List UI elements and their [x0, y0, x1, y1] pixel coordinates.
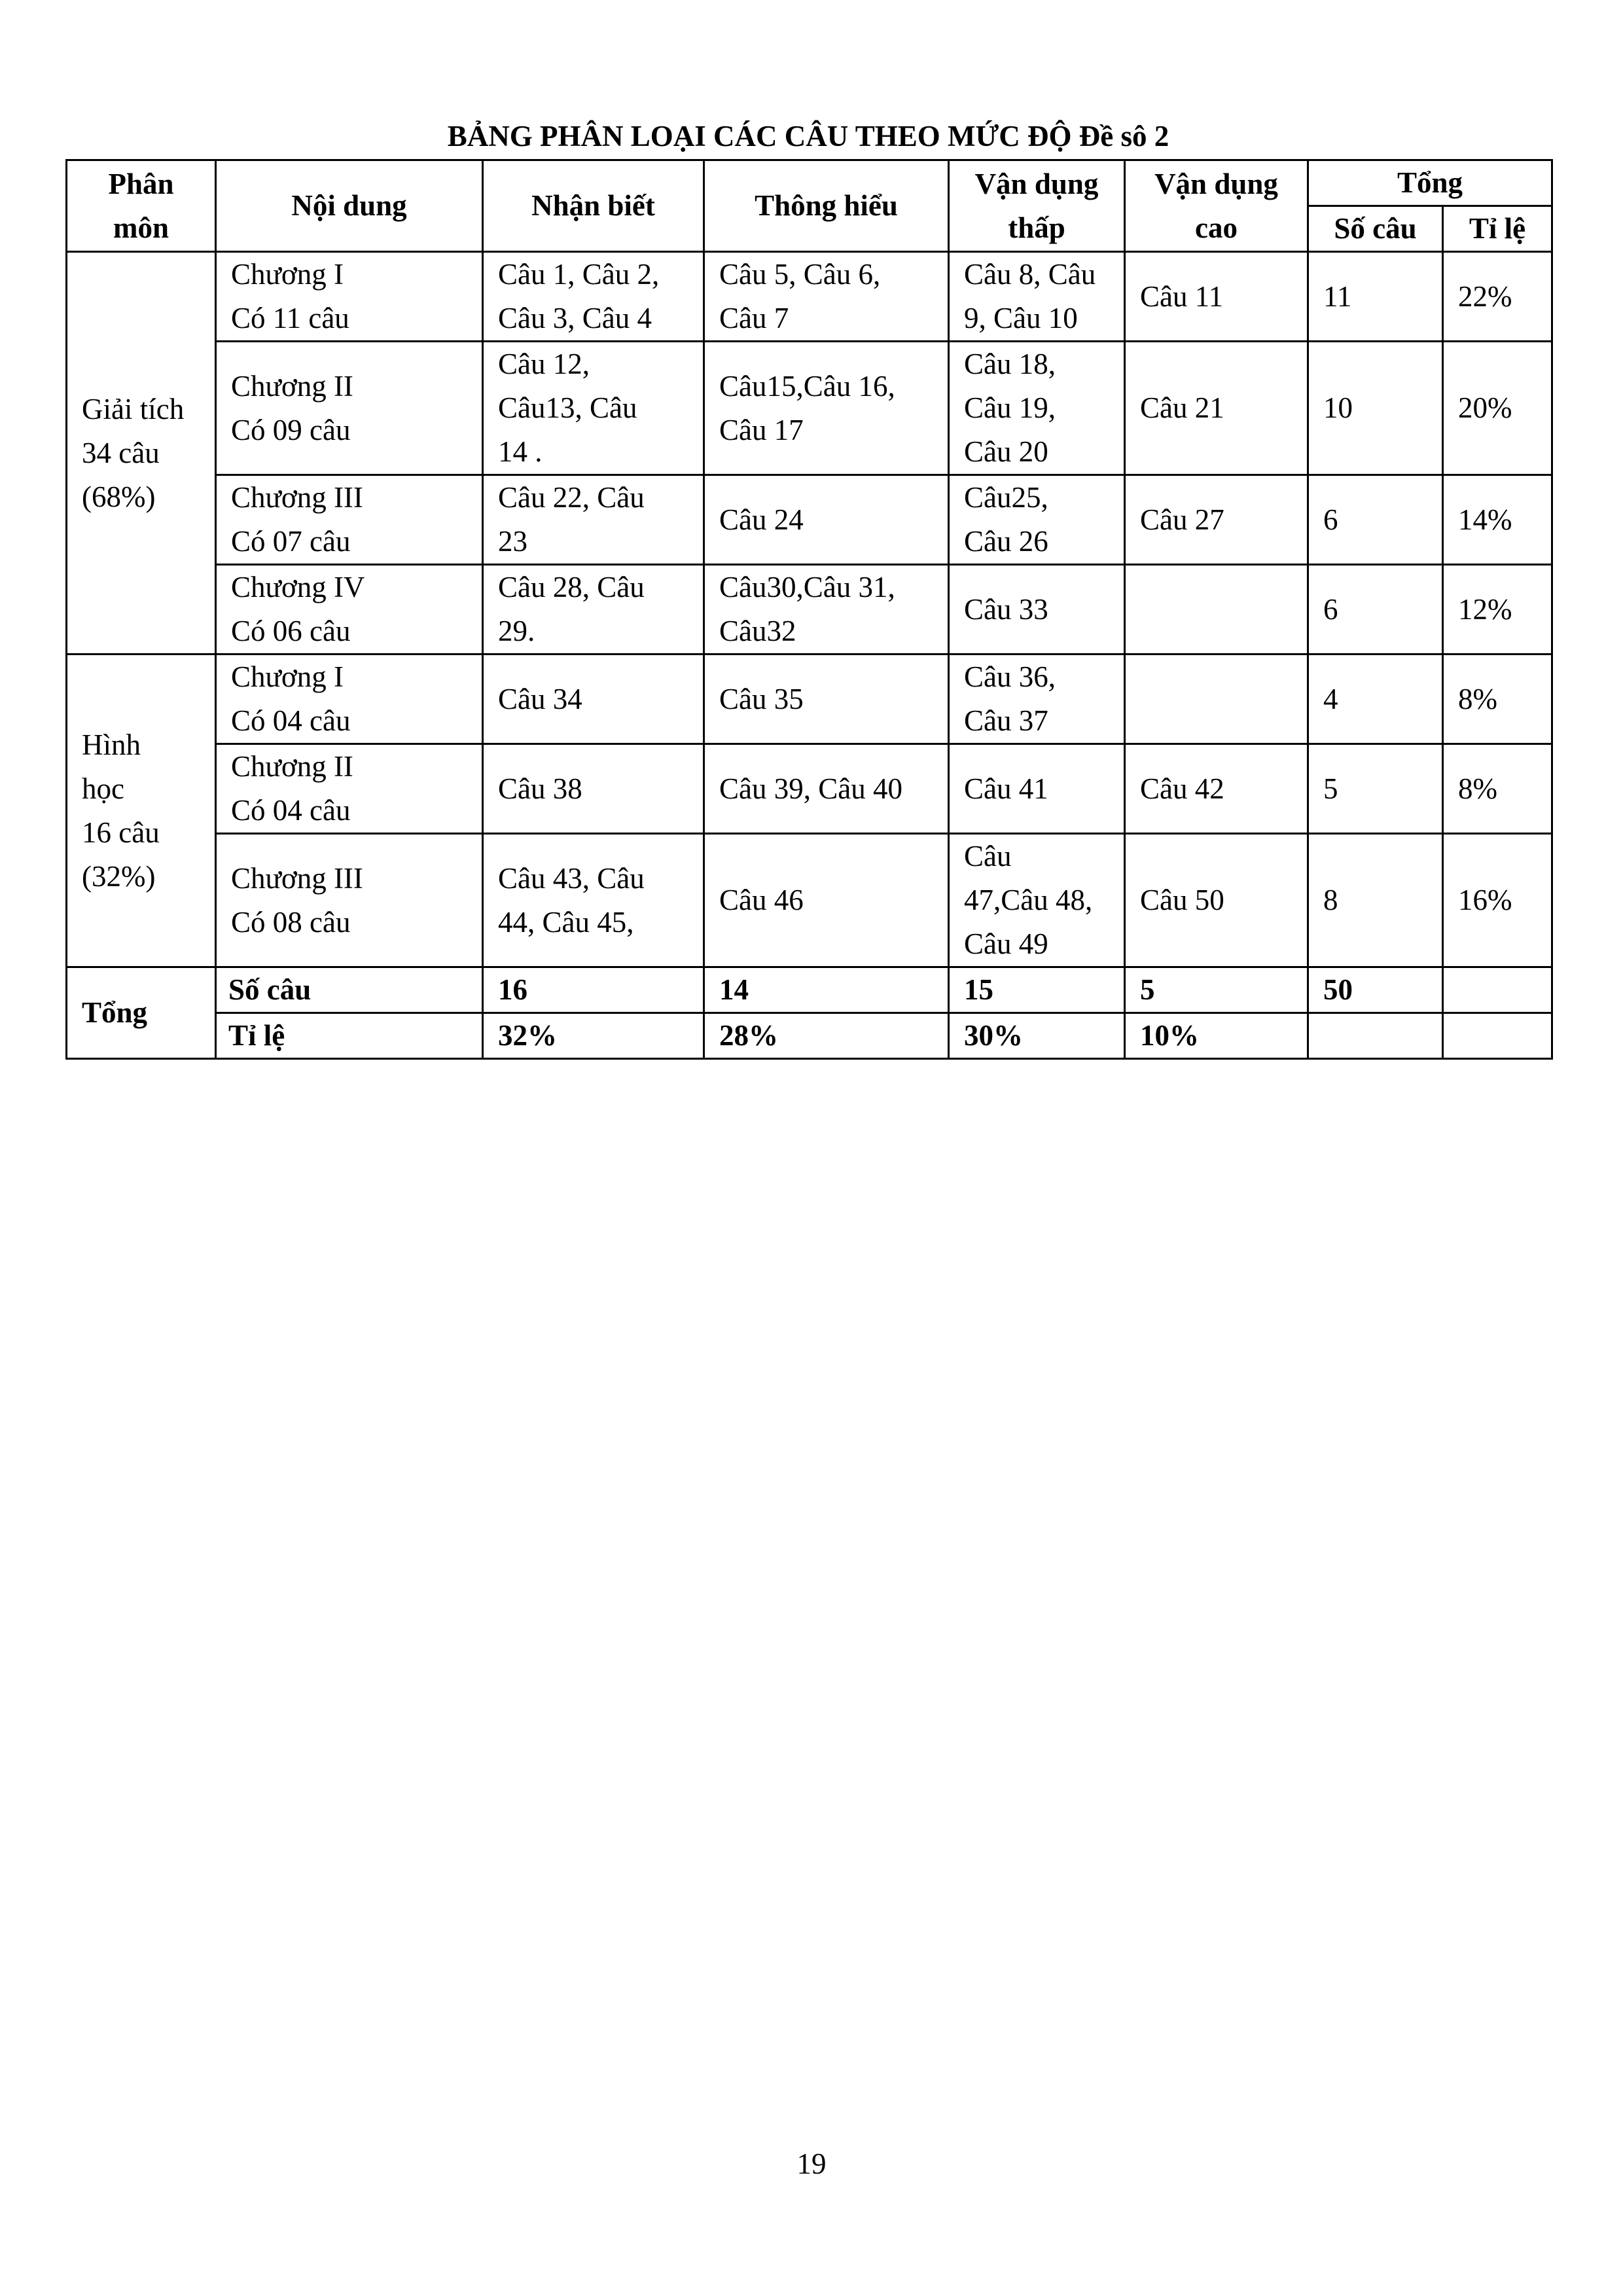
cell-so-cau: 6	[1308, 565, 1443, 655]
totals-ti-le-label: Tỉ lệ	[216, 1013, 483, 1059]
cell-thong-hieu: Câu30,Câu 31, Câu32	[704, 565, 949, 655]
cell-nhan-biet: Câu 12, Câu13, Câu 14 .	[483, 342, 704, 475]
cell-van-dung-thap: Câu 47,Câu 48, Câu 49	[949, 834, 1125, 967]
cell-van-dung-cao	[1125, 655, 1308, 744]
totals-van-dung-thap: 15	[949, 967, 1125, 1013]
cell-thong-hieu: Câu 39, Câu 40	[704, 744, 949, 834]
table-row	[67, 342, 1552, 475]
cell-ti-le: 14%	[1443, 475, 1552, 565]
cell-van-dung-cao: Câu 50	[1125, 834, 1308, 967]
cell-nhan-biet: Câu 43, Câu 44, Câu 45,	[483, 834, 704, 967]
cell-ti-le: 20%	[1443, 342, 1552, 475]
totals-row	[67, 967, 1552, 1013]
cell-nhan-biet: Câu 38	[483, 744, 704, 834]
cell-thong-hieu: Câu 35	[704, 655, 949, 744]
totals-label: Tổng	[67, 967, 216, 1059]
cell-chuong: Chương II Có 09 câu	[216, 342, 483, 475]
group-giai-tich: Giải tích 34 câu (68%)	[67, 252, 216, 655]
cell-van-dung-thap: Câu25, Câu 26	[949, 475, 1125, 565]
cell-van-dung-thap: Câu 36, Câu 37	[949, 655, 1125, 744]
header-tong: Tổng	[1308, 160, 1552, 206]
cell-nhan-biet: Câu 22, Câu 23	[483, 475, 704, 565]
cell-nhan-biet: Câu 34	[483, 655, 704, 744]
cell-van-dung-thap: Câu 41	[949, 744, 1125, 834]
cell-chuong: Chương I Có 04 câu	[216, 655, 483, 744]
totals-thong-hieu: 28%	[704, 1013, 949, 1059]
header-nhan-biet: Nhận biết	[483, 160, 704, 252]
totals-ti-le	[1443, 967, 1552, 1013]
header-thong-hieu: Thông hiểu	[704, 160, 949, 252]
table-row	[67, 475, 1552, 565]
table-row	[67, 655, 1552, 744]
cell-thong-hieu: Câu 46	[704, 834, 949, 967]
cell-van-dung-cao	[1125, 565, 1308, 655]
cell-ti-le: 8%	[1443, 655, 1552, 744]
header-noi-dung: Nội dung	[216, 160, 483, 252]
cell-van-dung-thap: Câu 18, Câu 19, Câu 20	[949, 342, 1125, 475]
header-van-dung-thap: Vận dụng thấp	[949, 160, 1125, 252]
cell-chuong: Chương I Có 11 câu	[216, 252, 483, 342]
classification-table	[65, 159, 1553, 1060]
cell-ti-le: 22%	[1443, 252, 1552, 342]
cell-so-cau: 11	[1308, 252, 1443, 342]
cell-chuong: Chương III Có 08 câu	[216, 834, 483, 967]
totals-nhan-biet: 16	[483, 967, 704, 1013]
cell-van-dung-cao: Câu 27	[1125, 475, 1308, 565]
table-row	[67, 252, 1552, 342]
totals-thong-hieu: 14	[704, 967, 949, 1013]
page-number: 19	[796, 2147, 827, 2180]
cell-so-cau: 6	[1308, 475, 1443, 565]
cell-chuong: Chương III Có 07 câu	[216, 475, 483, 565]
totals-so-cau: 50	[1308, 967, 1443, 1013]
cell-van-dung-thap: Câu 33	[949, 565, 1125, 655]
header-so-cau: Số câu	[1308, 206, 1443, 252]
cell-so-cau: 8	[1308, 834, 1443, 967]
cell-van-dung-cao: Câu 21	[1125, 342, 1308, 475]
group-hinh-hoc: Hình học 16 câu (32%)	[67, 655, 216, 967]
header-phan-mon: Phân môn	[67, 160, 216, 252]
totals-nhan-biet: 32%	[483, 1013, 704, 1059]
totals-ti-le	[1443, 1013, 1552, 1059]
cell-so-cau: 5	[1308, 744, 1443, 834]
totals-van-dung-thap: 30%	[949, 1013, 1125, 1059]
cell-van-dung-cao: Câu 42	[1125, 744, 1308, 834]
cell-chuong: Chương II Có 04 câu	[216, 744, 483, 834]
cell-thong-hieu: Câu15,Câu 16, Câu 17	[704, 342, 949, 475]
cell-so-cau: 4	[1308, 655, 1443, 744]
totals-van-dung-cao: 5	[1125, 967, 1308, 1013]
cell-thong-hieu: Câu 5, Câu 6, Câu 7	[704, 252, 949, 342]
table-row	[67, 834, 1552, 967]
cell-thong-hieu: Câu 24	[704, 475, 949, 565]
cell-so-cau: 10	[1308, 342, 1443, 475]
cell-nhan-biet: Câu 28, Câu 29.	[483, 565, 704, 655]
cell-ti-le: 16%	[1443, 834, 1552, 967]
cell-nhan-biet: Câu 1, Câu 2, Câu 3, Câu 4	[483, 252, 704, 342]
totals-so-cau-label: Số câu	[216, 967, 483, 1013]
cell-van-dung-thap: Câu 8, Câu 9, Câu 10	[949, 252, 1125, 342]
totals-row	[67, 1013, 1552, 1059]
header-van-dung-cao: Vận dụng cao	[1125, 160, 1308, 252]
table-row	[67, 744, 1552, 834]
cell-chuong: Chương IV Có 06 câu	[216, 565, 483, 655]
cell-van-dung-cao: Câu 11	[1125, 252, 1308, 342]
cell-ti-le: 12%	[1443, 565, 1552, 655]
totals-so-cau	[1308, 1013, 1443, 1059]
cell-ti-le: 8%	[1443, 744, 1552, 834]
totals-van-dung-cao: 10%	[1125, 1013, 1308, 1059]
table-row	[67, 565, 1552, 655]
table-title: BẢNG PHÂN LOẠI CÁC CÂU THEO MỨC ĐỘ Đề sô 2	[447, 120, 1169, 152]
header-ti-le: Tỉ lệ	[1443, 206, 1552, 252]
